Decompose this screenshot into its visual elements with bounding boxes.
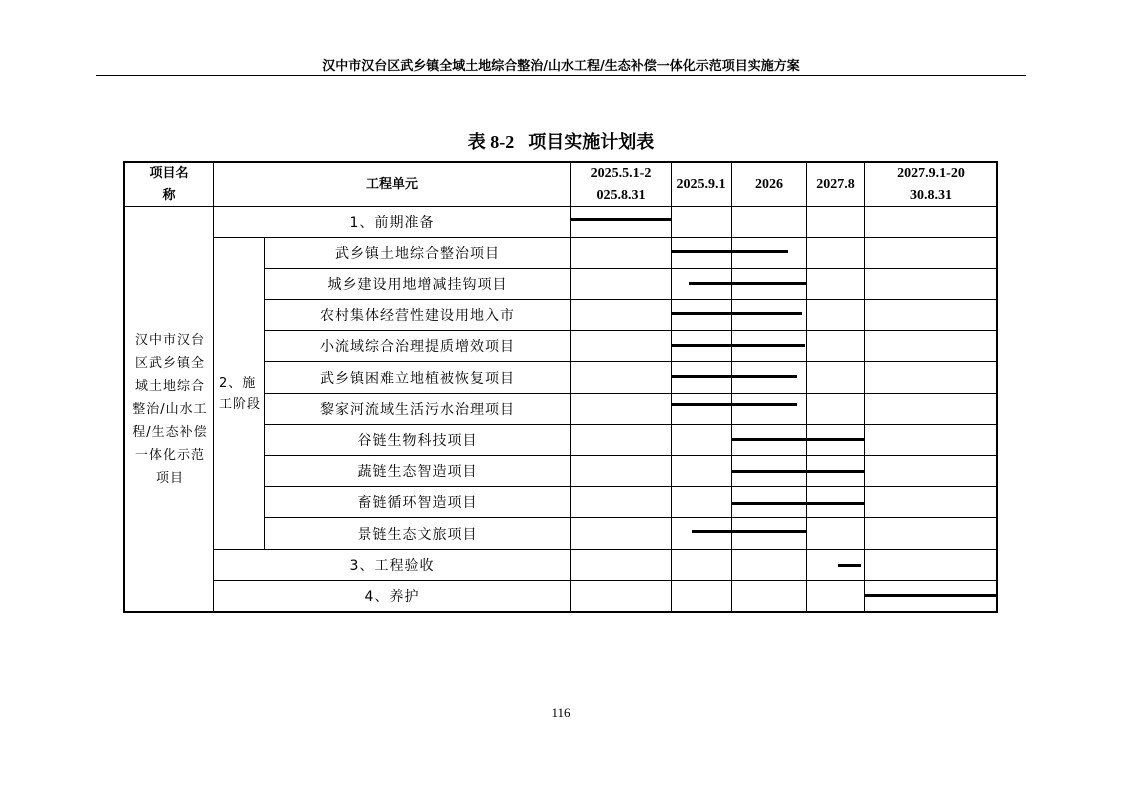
header-period-2: 2025.9.1 [676,176,726,192]
col-divider [864,161,865,613]
gantt-bar [692,530,807,533]
row-label: 武乡镇困难立地植被恢复项目 [320,370,515,387]
col-divider [570,161,571,613]
row-label: 小流域综合治理提质增效项目 [320,339,515,355]
col-divider [806,161,807,613]
row-label-maintenance: 4、养护 [364,589,420,605]
row-label: 黎家河流域生活污水治理项目 [320,402,515,418]
table-border-bottom [123,611,998,613]
gantt-bar [672,375,797,378]
header-project-name: 项目名称 [149,165,189,203]
document-header: 汉中市汉台区武乡镇全域土地综合整治/山水工程/生态补偿一体化示范项目实施方案 [322,59,800,74]
row-label: 武乡镇土地综合整治项目 [335,246,500,262]
row-label-acceptance: 3、工程验收 [349,558,435,574]
gantt-bar [732,502,865,505]
project-name-cell: 汉中市汉台区武乡镇全域土地综合整治/山水工程/生态补偿一体化示范项目 [132,332,208,486]
row-label-prep: 1、前期准备 [349,215,435,231]
table-title-text: 项目实施计划表 [528,132,655,153]
header-period-1: 2025.5.1-2025.8.31 [590,165,652,203]
table-border-right [996,161,998,613]
col-divider [731,161,732,613]
row-label: 城乡建设用地增减挂钩项目 [327,277,508,293]
header-period-3: 2026 [755,176,783,192]
gantt-bar [732,470,865,473]
gantt-bar [672,312,802,315]
table-number: 表 8-2 [467,132,515,152]
stage-2-label: 2、施工阶段 [219,375,262,412]
header-period-4: 2027.8 [816,176,855,192]
header-unit: 工程单元 [365,176,418,192]
row-label: 谷链生物科技项目 [357,433,478,449]
gantt-bar [672,250,788,253]
gantt-bar [732,438,865,441]
gantt-bar [672,403,797,406]
page-number: 116 [551,705,571,720]
gantt-bar [838,564,861,567]
gantt-bar [672,344,805,347]
table-border-left [123,161,125,613]
row-label: 蔬链生态智造项目 [357,464,478,480]
gantt-bar [571,218,672,221]
row-label: 畜链循环智造项目 [357,495,478,511]
row-label: 景链生态文旅项目 [357,526,478,543]
gantt-bar [689,282,807,285]
header-period-5: 2027.9.1-2030.8.31 [897,165,965,203]
col-divider [671,161,672,613]
gantt-bar [865,594,997,597]
row-label: 农村集体经营性建设用地入市 [320,308,515,324]
